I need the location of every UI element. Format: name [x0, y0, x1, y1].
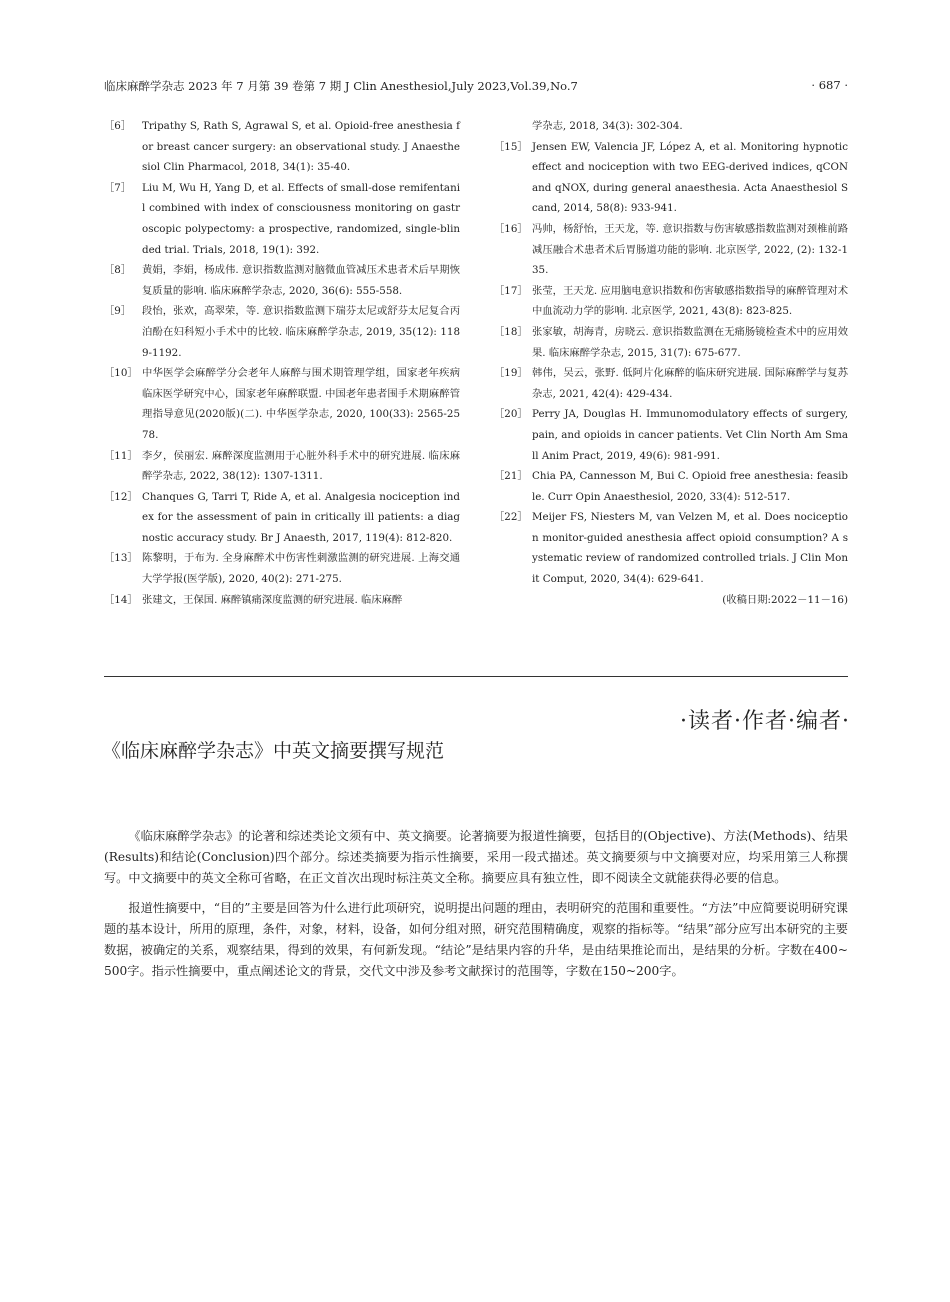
- references-left-column: [104, 116, 460, 610]
- reference-item: [104, 590, 460, 611]
- article-title: 《临床麻醉学杂志》中英文摘要撰写规范: [102, 740, 445, 762]
- reference-item: [104, 363, 460, 445]
- section-title: ·读者·作者·编者·: [680, 709, 850, 734]
- reference-item: [104, 446, 460, 487]
- reference-number: ［6］: [104, 120, 132, 132]
- reference-item: [494, 507, 848, 589]
- reference-text: Meijer FS, Niesters M, van Velzen M, et al. Does nociception monitor-guided anesthesia affect opioid consumption? A systematic review of randomized controlled trials. J Clin Monit Comput, 2020, 34(4): 629-641.: [532, 511, 848, 586]
- reference-text: 张家敏，胡海青，房晓云. 意识指数监测在无痛肠镜检查术中的应用效果. 临床麻醉学杂志, 2015, 31(7): 675-677.: [532, 325, 848, 359]
- reference-item: [494, 466, 848, 507]
- reference-number: ［12］: [104, 490, 138, 503]
- reference-item: [494, 363, 848, 404]
- reference-text: 冯帅，杨舒怡，王天龙，等. 意识指数与伤害敏感指数监测对颈椎前路减压融合术患者术后胃肠道功能的影响. 北京医学, 2022, (2): 132-135.: [532, 222, 848, 277]
- reference-text: 张建文，王保国. 麻醉镇痛深度监测的研究进展. 临床麻醉: [142, 593, 403, 606]
- reference-number: ［11］: [104, 449, 138, 462]
- reference-item: [104, 260, 460, 301]
- reference-number: ［21］: [494, 470, 528, 483]
- reference-text: Tripathy S, Rath S, Agrawal S, et al. Opioid-free anesthesia for breast cancer surgery: an observational study. J Anaesthesiol Clin Pharmacol, 2018, 34(1): 35-40.: [142, 120, 460, 174]
- reference-14-continuation: 学杂志, 2018, 34(3): 302-304.: [532, 120, 683, 132]
- reference-text: 段怡，张欢，高翠荣，等. 意识指数监测下瑞芬太尼或舒芬太尼复合丙泊酚在妇科短小手术中的比较. 临床麻醉学杂志, 2019, 35(12): 1189-1192.: [142, 305, 460, 359]
- reference-item: [104, 178, 460, 260]
- reference-item: [104, 301, 460, 363]
- received-date: (收稿日期:2022－11－16): [722, 593, 848, 606]
- reference-number: ［8］: [104, 264, 132, 277]
- reference-number: ［9］: [104, 305, 132, 318]
- reference-number: ［19］: [494, 367, 528, 380]
- reference-number: ［14］: [104, 593, 138, 606]
- reference-text: 中华医学会麻醉学分会老年人麻醉与围术期管理学组，国家老年疾病临床医学研究中心，国家老年麻醉联盟. 中国老年患者围手术期麻醉管理指导意见(2020版)(二). 中华医学杂志, 2020, 100(33): 2565-2578.: [142, 367, 460, 441]
- body-paragraph-1: 《临床麻醉学杂志》的论著和综述类论文须有中、英文摘要。论著摘要为报道性摘要，包括目的(Objective)、方法(Methods)、结果(Results)和结论(Conclusion)四个部分。综述类摘要为指示性摘要，采用一段式描述。英文摘要须与中文摘要对应，均采用第三人称撰写。中文摘要中的英文全称可省略，在正文首次出现时标注英文全称。摘要应具有独立性，即不阅读全文就能获得必要的信息。: [104, 829, 848, 886]
- reference-item: [494, 404, 848, 466]
- reference-text: 陈黎明，于布为. 全身麻醉术中伤害性刺激监测的研究进展. 上海交通大学学报(医学版), 2020, 40(2): 271-275.: [142, 552, 460, 586]
- reference-item: [104, 116, 460, 178]
- reference-text: 黄娟，李娟，杨成伟. 意识指数监测对脑微血管减压术患者术后早期恢复质量的影响. 临床麻醉学杂志, 2020, 36(6): 555-558.: [142, 264, 460, 297]
- reference-number: ［22］: [494, 511, 528, 524]
- page-number: · 687 ·: [811, 78, 848, 92]
- reference-text: 韩伟，吴云，张野. 低阿片化麻醉的临床研究进展. 国际麻醉学与复苏杂志, 2021, 42(4): 429-434.: [532, 367, 848, 400]
- reference-continuation: [494, 116, 848, 137]
- reference-number: ［20］: [494, 408, 528, 421]
- reference-text: Chanques G, Tarri T, Ride A, et al. Analgesia nociception index for the assessment of pain in critically ill patients: a diagnostic accuracy study. Br J Anaesth, 2017, 119(4): 812-820.: [142, 490, 460, 544]
- running-header: [104, 78, 848, 94]
- reference-number: ［16］: [494, 222, 528, 235]
- reference-item: [104, 487, 460, 549]
- reference-number: ［15］: [494, 140, 528, 153]
- reference-item: [494, 137, 848, 219]
- journal-citation: 临床麻醉学杂志 2023 年 7 月第 39 卷第 7 期 J Clin Anesthesiol,July 2023,Vol.39,No.7: [104, 79, 578, 93]
- reference-text: 张莹，王天龙. 应用脑电意识指数和伤害敏感指数指导的麻醉管理对术中血流动力学的影响. 北京医学, 2021, 43(8): 823-825.: [532, 284, 848, 318]
- reference-number: ［18］: [494, 325, 528, 338]
- section-divider: [104, 676, 848, 677]
- reference-list-right: [494, 137, 848, 590]
- reference-text: Jensen EW, Valencia JF, López A, et al. Monitoring hypnotic effect and nociception with two EEG-derived indices, qCON and qNOX, during general anaesthesia. Acta Anaesthesiol Scand, 2014, 58(8): 933-941.: [532, 140, 848, 215]
- reference-text: Perry JA, Douglas H. Immunomodulatory effects of surgery, pain, and opioids in cancer patients. Vet Clin North Am Small Anim Pract, 2019, 49(6): 981-991.: [532, 408, 848, 462]
- reference-number: ［17］: [494, 284, 528, 297]
- reference-number: ［7］: [104, 181, 132, 194]
- reference-item: [494, 219, 848, 281]
- reference-item: [494, 322, 848, 363]
- body-paragraph-2: 报道性摘要中，“目的”主要是回答为什么进行此项研究，说明提出问题的理由，表明研究的范围和重要性。“方法”中应简要说明研究课题的基本设计，所用的原理，条件，对象，材料，设备，如何分组对照，研究范围精确度，观察的指标等。“结果”部分应写出本研究的主要数据，被确定的关系，观察结果，得到的效果，有何新发现。“结论”是结果内容的升华，是由结果推论而出，是结果的分析。字数在400~500字。指示性摘要中，重点阐述论文的背景，交代文中涉及参考文献探讨的范围等，字数在150~200字。: [104, 900, 848, 979]
- reference-text: Liu M, Wu H, Yang D, et al. Effects of small-dose remifentanil combined with index of consciousness monitoring on gastroscopic polypectomy: a prospective, randomized, single-blinded trial. Trials, 2018, 19(1): 392.: [142, 181, 460, 256]
- reference-number: ［13］: [104, 552, 138, 565]
- article-body: [104, 826, 848, 990]
- reference-text: Chia PA, Cannesson M, Bui C. Opioid free anesthesia: feasible. Curr Opin Anaesthesiol, 2020, 33(4): 512-517.: [532, 470, 848, 503]
- reference-text: 李夕，侯丽宏. 麻醉深度监测用于心脏外科手术中的研究进展. 临床麻醉学杂志, 2022, 38(12): 1307-1311.: [142, 449, 460, 483]
- reference-number: ［10］: [104, 367, 138, 380]
- reference-item: [494, 281, 848, 322]
- reference-item: [104, 548, 460, 589]
- references-right-column: [494, 116, 848, 610]
